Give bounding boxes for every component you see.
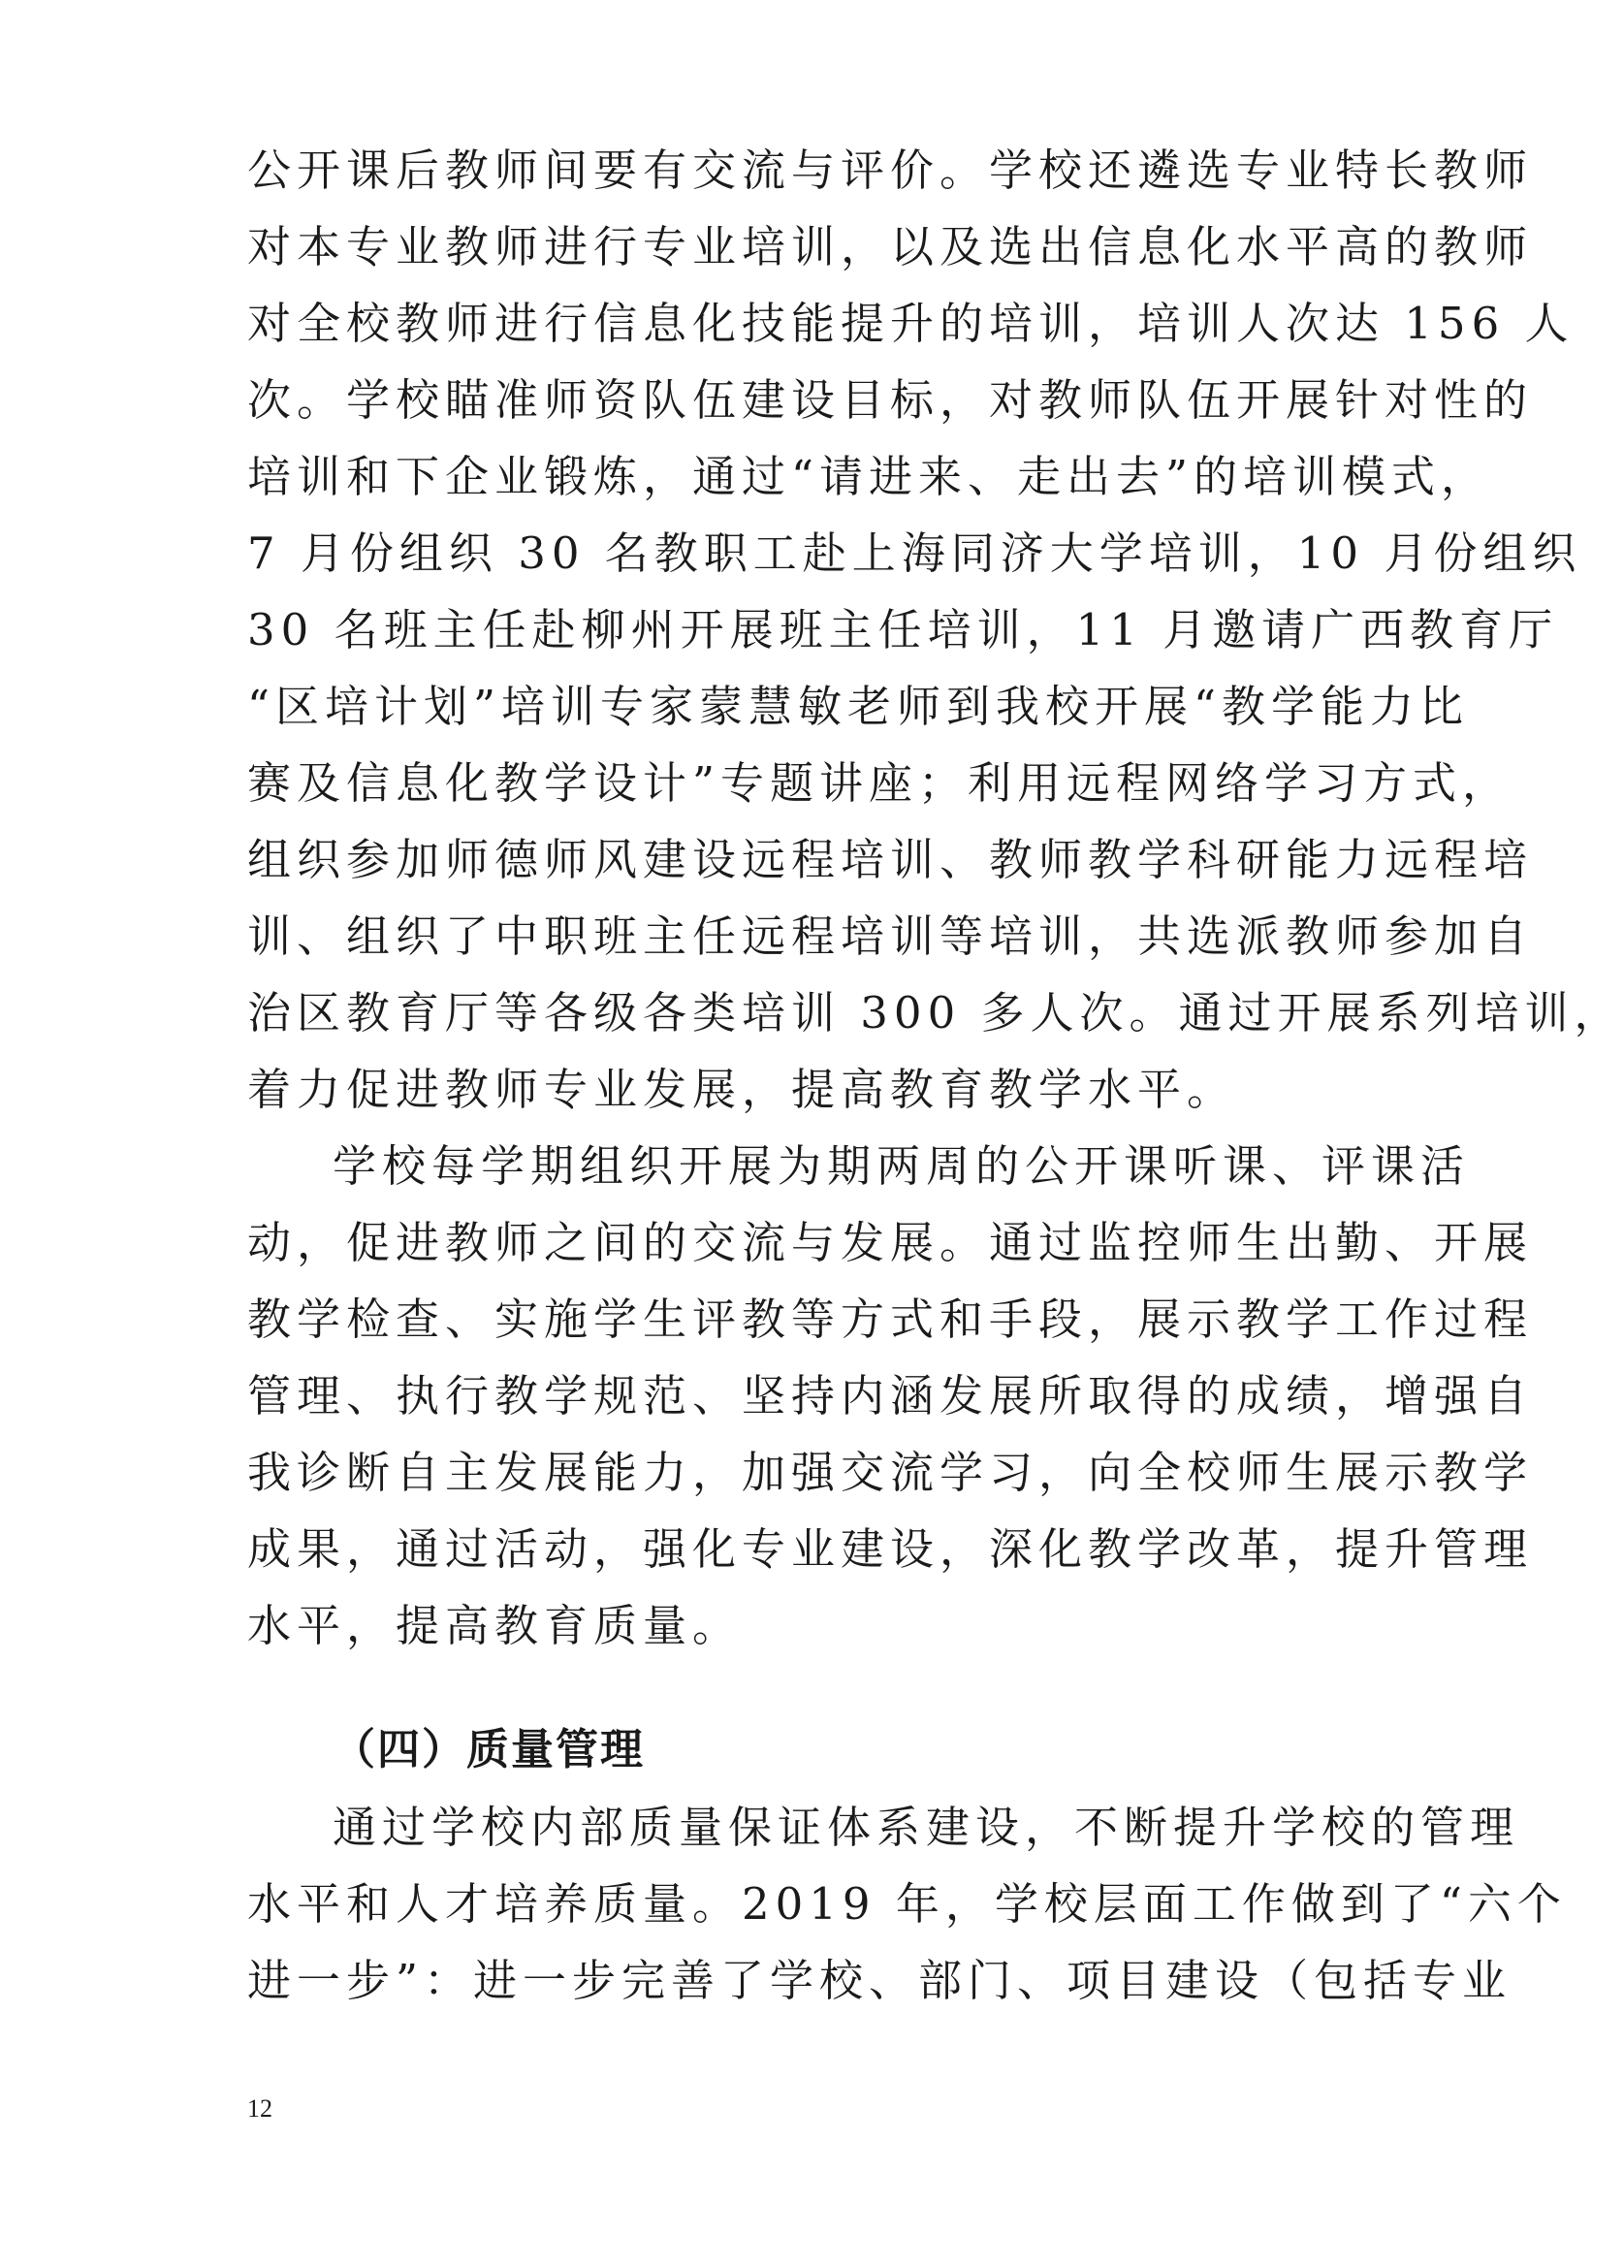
section-heading: （四）质量管理	[333, 1725, 645, 1774]
text-line: 30 名班主任赴柳州开展班主任培训，11 月邀请广西教育厅	[247, 604, 1559, 655]
paragraph-teacher-training	[247, 132, 1624, 1128]
text-line: 动，促进教师之间的交流与发展。通过监控师生出勤、开展	[247, 1217, 1534, 1268]
text-line: 我诊断自主发展能力，加强交流学习，向全校师生展示教学	[247, 1447, 1534, 1498]
text-line: 学校每学期组织开展为期两周的公开课听课、评课活	[333, 1140, 1471, 1192]
text-line: 成果，通过活动，强化专业建设，深化教学改革，提升管理	[247, 1523, 1534, 1575]
text-line: 水平和人才培养质量。2019 年，学校层面工作做到了“六个	[247, 1878, 1567, 1930]
text-line: 赛及信息化教学设计”专题讲座；利用远程网络学习方式，	[247, 757, 1513, 809]
text-line: 管理、执行教学规范、坚持内涵发展所取得的成绩，增强自	[247, 1370, 1534, 1421]
text-line: 治区教育厅等各级各类培训 300 多人次。通过开展系列培训，	[247, 987, 1624, 1038]
paragraph-open-class-activities	[247, 1128, 1534, 1664]
page-number: 12	[247, 2094, 272, 2123]
text-line: 水平，提高教育质量。	[247, 1600, 743, 1651]
text-line: 7 月份组织 30 名教职工赴上海同济大学培训，10 月份组织	[247, 527, 1582, 579]
text-line: 通过学校内部质量保证体系建设，不断提升学校的管理	[333, 1802, 1520, 1853]
text-line: 组织参加师德师风建设远程培训、教师教学科研能力远程培	[247, 834, 1534, 885]
text-line: 对本专业教师进行专业培训，以及选出信息化水平高的教师	[247, 221, 1534, 272]
text-line: 教学检查、实施学生评教等方式和手段，展示教学工作过程	[247, 1294, 1534, 1345]
text-line: 次。学校瞄准师资队伍建设目标，对教师队伍开展针对性的	[247, 374, 1534, 426]
text-line: 着力促进教师专业发展，提高教育教学水平。	[247, 1064, 1237, 1115]
text-line: “区培计划”培训专家蒙慧敏老师到我校开展“教学能力比	[247, 681, 1470, 732]
text-line: 培训和下企业锻炼，通过“请进来、走出去”的培训模式，	[247, 451, 1491, 502]
text-line: 训、组织了中职班主任远程培训等培训，共选派教师参加自	[247, 910, 1534, 962]
text-line: 公开课后教师间要有交流与评价。学校还遴选专业特长教师	[247, 144, 1534, 196]
text-line: 进一步”：进一步完善了学校、部门、项目建设（包括专业	[247, 1955, 1513, 2006]
text-line: 对全校教师进行信息化技能提升的培训，培训人次达 156 人	[247, 298, 1575, 349]
paragraph-quality-management	[247, 1789, 1567, 2019]
